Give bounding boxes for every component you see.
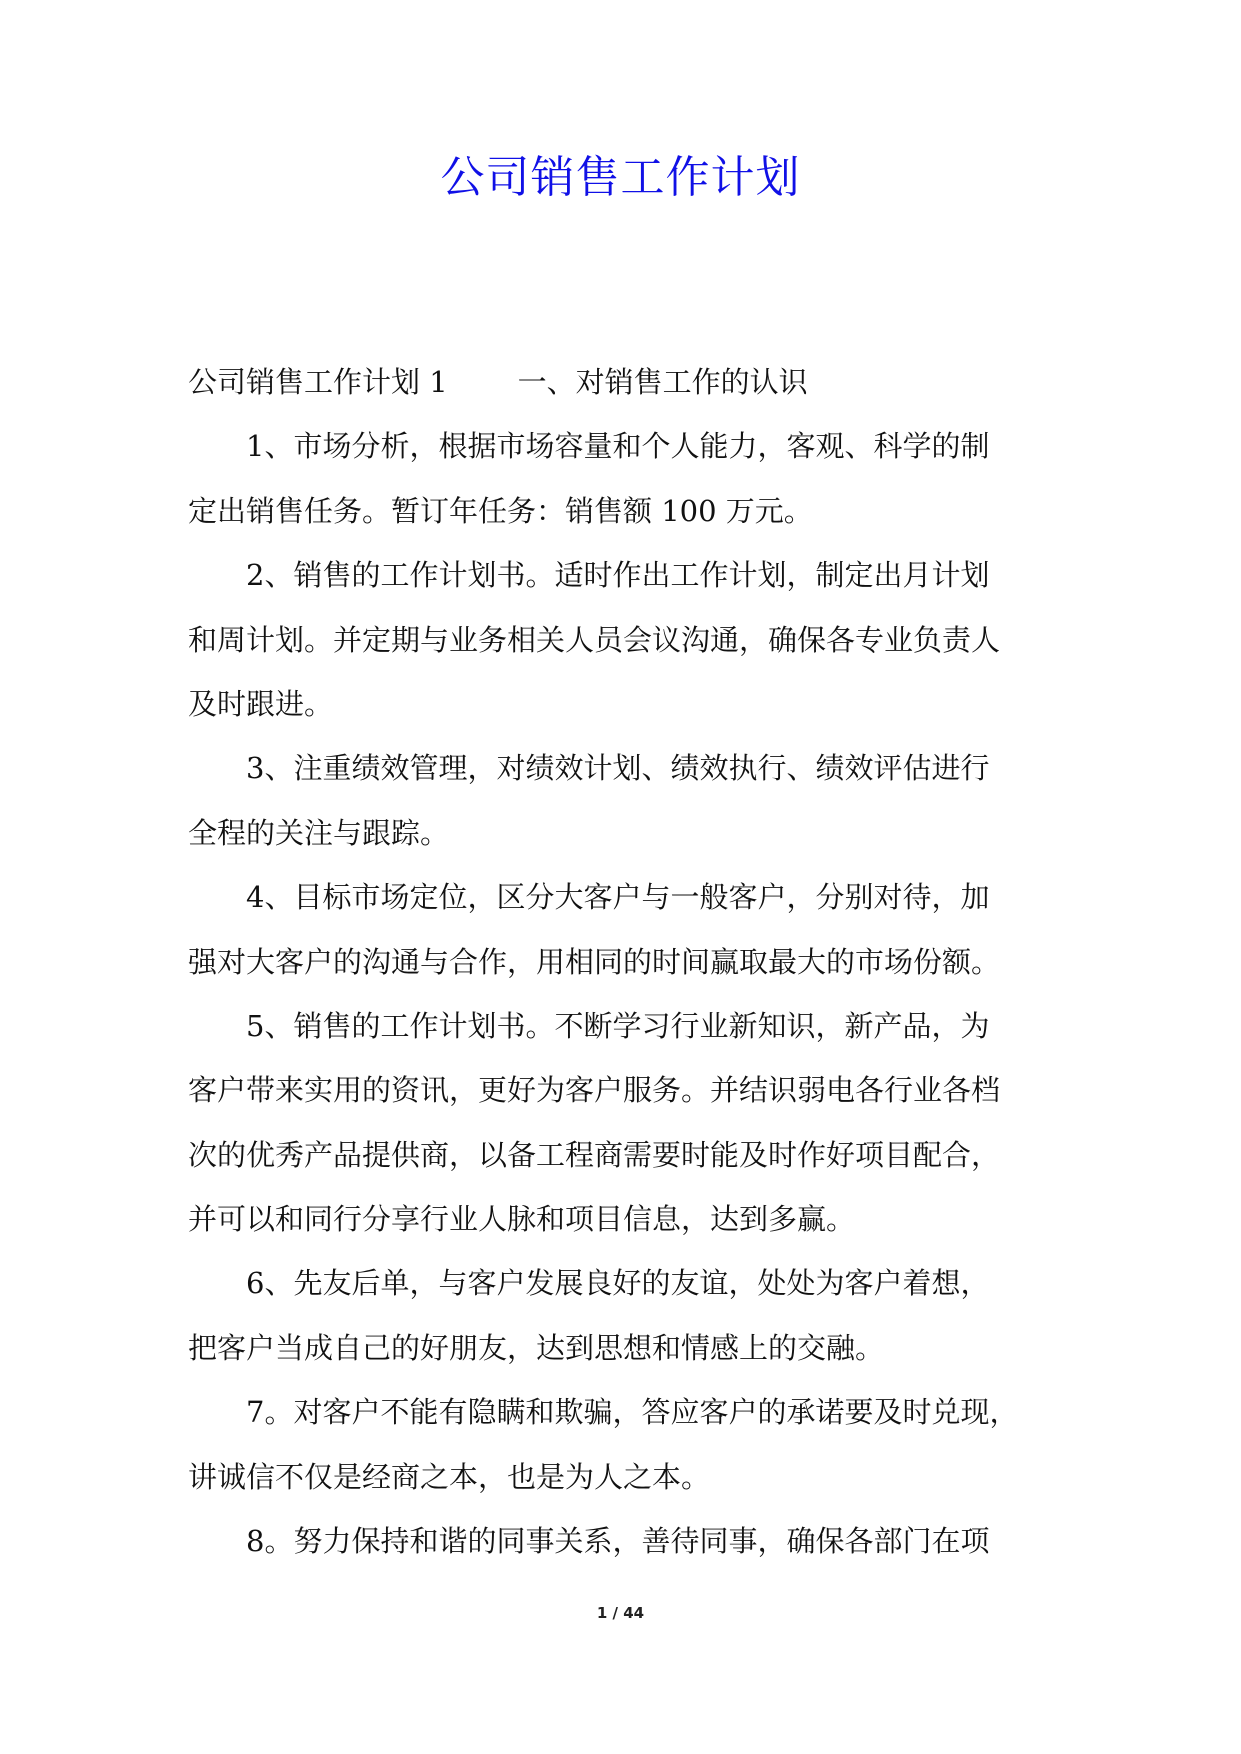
text-line: [188, 543, 1058, 607]
text-segment: 4、目标市场定位，区分大客户与一般客户，分别对待，加: [246, 880, 990, 915]
text-segment: 定出销售任务。暂订年任务：销售额 100 万元。: [188, 493, 813, 528]
document-body: [188, 350, 1058, 1573]
text-segment: 5、销售的工作计划书。不断学习行业新知识，新产品，为: [246, 1008, 990, 1043]
text-line: [188, 801, 1058, 865]
text-segment: 全程的关注与跟踪。: [188, 815, 450, 850]
text-line: [188, 608, 1058, 672]
text-segment: 8。努力保持和谐的同事关系，善待同事，确保各部门在项: [246, 1524, 990, 1559]
text-line: [188, 865, 1058, 929]
text-segment: 3、注重绩效管理，对绩效计划、绩效执行、绩效评估进行: [246, 751, 990, 786]
page-number: 1 / 44: [596, 1604, 645, 1622]
text-segment: 一、对销售工作的认识: [517, 365, 808, 399]
text-segment: 公司销售工作计划 1: [188, 365, 448, 399]
text-segment: 2、销售的工作计划书。适时作出工作计划，制定出月计划: [246, 558, 990, 593]
text-line: [188, 479, 1058, 543]
text-segment: 及时跟进。: [188, 686, 334, 721]
text-line: [188, 350, 1058, 414]
text-line: [188, 1445, 1058, 1509]
text-line: [188, 736, 1058, 800]
text-segment: 1、市场分析，根据市场容量和个人能力，客观、科学的制: [246, 429, 990, 464]
text-segment: 次的优秀产品提供商，以备工程商需要时能及时作好项目配合，: [188, 1137, 1001, 1172]
text-line: [188, 1316, 1058, 1380]
text-segment: 并可以和同行分享行业人脉和项目信息，达到多赢。: [188, 1202, 856, 1237]
text-segment: 7。对客户不能有隐瞒和欺骗，答应客户的承诺要及时兑现，: [246, 1395, 1019, 1430]
text-line: [188, 1187, 1058, 1251]
text-line: [188, 1251, 1058, 1315]
text-line: [188, 994, 1058, 1058]
text-segment: 强对大客户的沟通与合作，用相同的时间赢取最大的市场份额。: [188, 944, 1001, 979]
text-line: [188, 1380, 1058, 1444]
text-segment: 把客户当成自己的好朋友，达到思想和情感上的交融。: [188, 1330, 885, 1365]
text-line: [188, 672, 1058, 736]
text-line: [188, 414, 1058, 478]
text-segment: 6、先友后单，与客户发展良好的友谊，处处为客户着想，: [246, 1266, 990, 1301]
text-line: [188, 1058, 1058, 1122]
text-line: [188, 1509, 1058, 1573]
text-line: [188, 1123, 1058, 1187]
document-title: 公司销售工作计划: [440, 152, 801, 203]
text-segment: 和周计划。并定期与业务相关人员会议沟通，确保各专业负责人: [188, 622, 1001, 657]
text-segment: 客户带来实用的资讯，更好为客户服务。并结识弱电各行业各档: [188, 1073, 1001, 1108]
text-segment: 讲诚信不仅是经商之本，也是为人之本。: [188, 1459, 711, 1494]
text-line: [188, 930, 1058, 994]
